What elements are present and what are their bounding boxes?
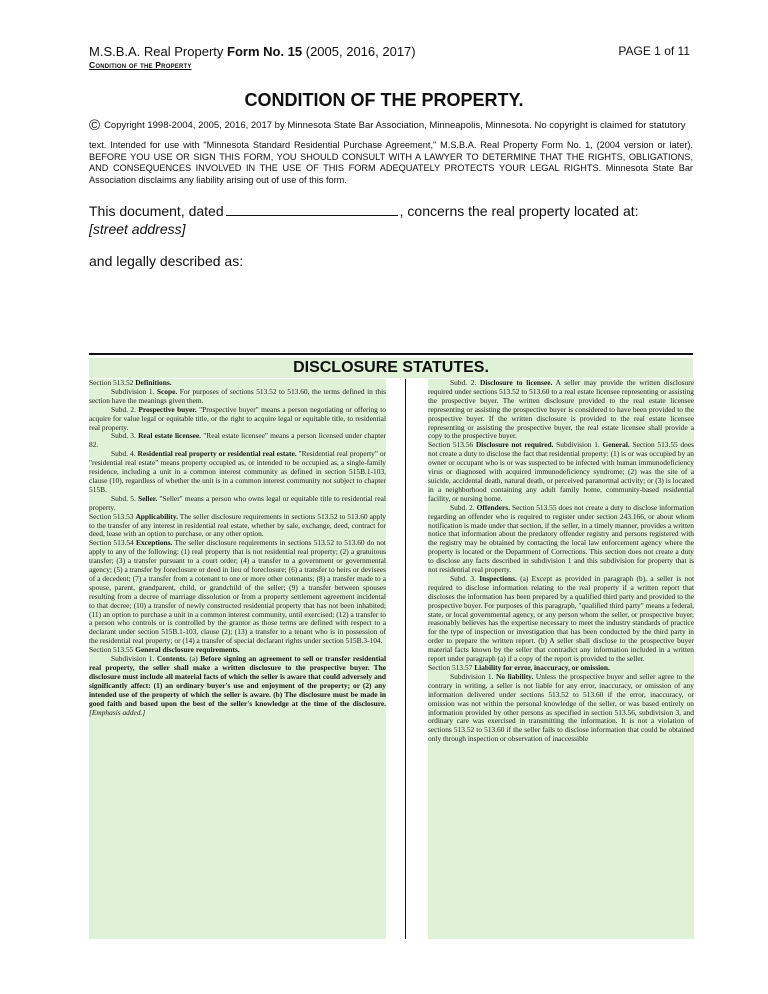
copyright-icon: © (89, 117, 101, 134)
statute-paragraph: Subdivision 1. No liability. Unless the prospective buyer and seller agree to the contrary in writing, a seller is not liable for any error, inaccuracy, or omission of any information delivered under sections 513.52 to 513.60 if the error, inaccuracy, or omission was not within the personal knowledge of the seller, or was based entirely on information provided by other persons as specified in section 513.56, subdivision 3, and ordinary care was exercised in transmitting the information. It is not a violation of sections 513.52 to 513.60 if the seller fails to disclose information that could be obtained only through inspection or observation of inaccessible (428, 671, 694, 744)
statute-paragraph: Subdivision 1. Scope. For purposes of sections 513.52 to 513.60, the terms defined in this section have the meanings given them. (89, 386, 386, 405)
copyright-line (89, 118, 685, 133)
form-subtitle: Condition of the Property (89, 60, 192, 70)
left-statute-column (89, 379, 386, 939)
statute-paragraph: Subd. 3. Inspections. (a) Except as provided in paragraph (b), a seller is not required to disclose information relating to the real property if a written report that discloses the information has been prepared by a qualified third party and provided to the prospective buyer. For purposes of this paragraph, "qualified third party" means a federal, state, or local governmental agency, or any person whom the seller, or prospective buyer, reasonably believes has the expertise necessary to meet the industry standards of practice for the type of inspection or investigation that has been conducted by the third party in order to prepare the written report. (b) A seller shall disclose to the prospective buyer material facts known by the seller that contradict any information included in a written report under paragraph (a) if a copy of the report is provided to the seller. (428, 573, 694, 664)
statute-paragraph: Subd. 2. Prospective buyer. "Prospective buyer" means a person negotiating or offering to acquire for value legal or equitable title, or the right to acquire legal or equitable title, to residential real property. (89, 404, 386, 432)
disclosure-title: DISCLOSURE STATUTES. (89, 358, 693, 378)
statute-paragraph: Subdivision 1. Contents. (a) Before signing an agreement to sell or transfer residential real property, the seller shall make a written disclosure to the prospective buyer. The disclosure must include all material facts of which the seller is aware that could adversely and significantly affect: (1) an ordinary buyer's use and enjoyment of the property; or (2) any intended use of the property of which the seller is aware. (b) The disclosure must be made in good faith and based upon the best of the seller's knowledge at the time of the disclosure. [Emphasis added.] (89, 654, 386, 717)
statute-paragraph: Subd. 4. Residential real property or residential real estate. "Residential real property" or "residential real estate" means property occupied as, or intended to be occupied as, a single-family residence, including a unit in a common interest community as defined in section 515B.1-103, clause (10), regardless of whether the unit is in a common interest community not subject to chapter 515B. (89, 449, 386, 494)
statute-paragraph: Subd. 2. Offenders. Section 513.55 does not create a duty to disclose information regarding an offender who is required to register under section 243.166, or about whom notification is made under that section, if the seller, in a timely manner, provides a written notice that information about the predatory offender registry and persons registered with the registry may be obtained by contacting the local law enforcement agency where the property is located or the Department of Corrections. This section does not create a duty to disclose any facts described in subdivision 1 and this subdivision for property that is not residential real property. (428, 502, 694, 575)
statute-paragraph: Section 513.53 Applicability. The seller disclosure requirements in sections 513.52 to 513.60 apply to the transfer of any interest in residential real estate, whether by sale, exchange, deed, contract for deed, lease with an option to purchase, or any other option. (89, 511, 386, 539)
document-title: CONDITION OF THE PROPERTY. (244, 90, 524, 110)
document-dated-line: This document, dated , concerns the real property located at: (89, 203, 639, 219)
statute-paragraph: Subd. 5. Seller. "Seller" means a person who owns legal or equitable title to residential real property. (89, 493, 386, 512)
column-divider (405, 379, 406, 939)
intro-text: text. Intended for use with "Minnesota Standard Residential Purchase Agreement," M.S.B.A. Real Property Form No. 1, (2004 version or later). BEFORE YOU USE OR SIGN THIS FORM, YOU SHOULD CONSULT WITH A LAWYER TO DETERMINE THAT THE RIGHTS, OBLIGATIONS, AND CONSEQUENCES INVOLVED IN THE USE OF THIS FORM ADEQUATELY PROTECTS YOUR LEGAL RIGHTS. Minnesota State Bar Association disclaims any liability arising out of use of this form. (89, 140, 693, 185)
copyright-text: Copyright 1998-2004, 2005, 2016, 2017 by Minnesota State Bar Association, Minneapolis, Minnesota. No copyright is claimed for statutory (104, 120, 686, 131)
statute-paragraph: Subd. 3. Real estate licensee. "Real estate licensee" means a person licensed under chapter 82. (89, 431, 386, 450)
statute-paragraph: Section 513.54 Exceptions. The seller disclosure requirements in sections 513.52 to 513.60 do not apply to any of the following: (1) real property that is not residential real property; (2) a gratuitous transfer; (3) a transfer pursuant to a court order; (4) a transfer to a government or governmental agency; (5) a transfer by foreclosure or deed in lieu of foreclosure; (6) a transfer to heirs or devisees of a decedent; (7) a transfer from a cotenant to one or more other cotenants; (8) a transfer made to a spouse, parent, grandparent, child, or grandchild of the seller; (9) a transfer between spouses resulting from a decree of marriage dissolution or from a property settlement agreement incidental to that decree; (10) a transfer of newly constructed residential property that has not been inhabited; (11) an option to purchase a unit in a common interest community, until exercised; (12) a transfer to a person who controls or is controlled by the grantor as those terms are defined with respect to a declarant under section 515B.1-103, clause (2); (13) a transfer to a tenant who is in possession of the residential real property; or (14) a transfer of special declarant rights under section 515B.3-104. (89, 538, 386, 646)
statute-paragraph: Section 513.52 Definitions. (89, 379, 172, 387)
legal-description-label: and legally described as: (89, 253, 244, 269)
statute-paragraph: Section 513.57 Liability for error, inaccuracy, or omission. (428, 663, 610, 672)
statute-paragraph: Section 513.56 Disclosure not required. Subdivision 1. General. Section 513.55 does not create a duty to disclose the fact that residential property: (1) is or was occupied by an owner or occupant who is or was suspected to be infected with human immunodeficiency virus or diagnosed with acquired immunodeficiency syndrome; (2) was the site of a suicide, accidental death, natural death, or perceived paranormal activity; or (3) is located in a neighborhood containing any adult family home, community-based residential facility, or nursing home. (428, 440, 694, 503)
statute-paragraph: Subd. 2. Disclosure to licensee. A seller may provide the written disclosure required under sections 513.52 to 513.60 to a real estate licensee representing or assisting the prospective buyer. The written disclosure provided to the real estate licensee representing or assisting the prospective buyer is considered to have been provided to the prospective buyer. If the written disclosure is provided to the real estate licensee representing or assisting the prospective buyer, the real estate licensee shall provide a copy to the prospective buyer. (428, 379, 694, 441)
section-divider (89, 353, 693, 355)
street-address-field[interactable]: [street address] (89, 221, 186, 237)
statute-paragraph: Section 513.55 General disclosure requirements. (89, 645, 240, 655)
page-number: PAGE 1 of 11 (618, 44, 690, 58)
form-identifier: M.S.B.A. Real Property Form No. 15 (2005, 2016, 2017) (89, 44, 416, 59)
right-statute-column (428, 379, 694, 939)
form-header (89, 44, 416, 70)
date-blank[interactable] (226, 203, 398, 216)
